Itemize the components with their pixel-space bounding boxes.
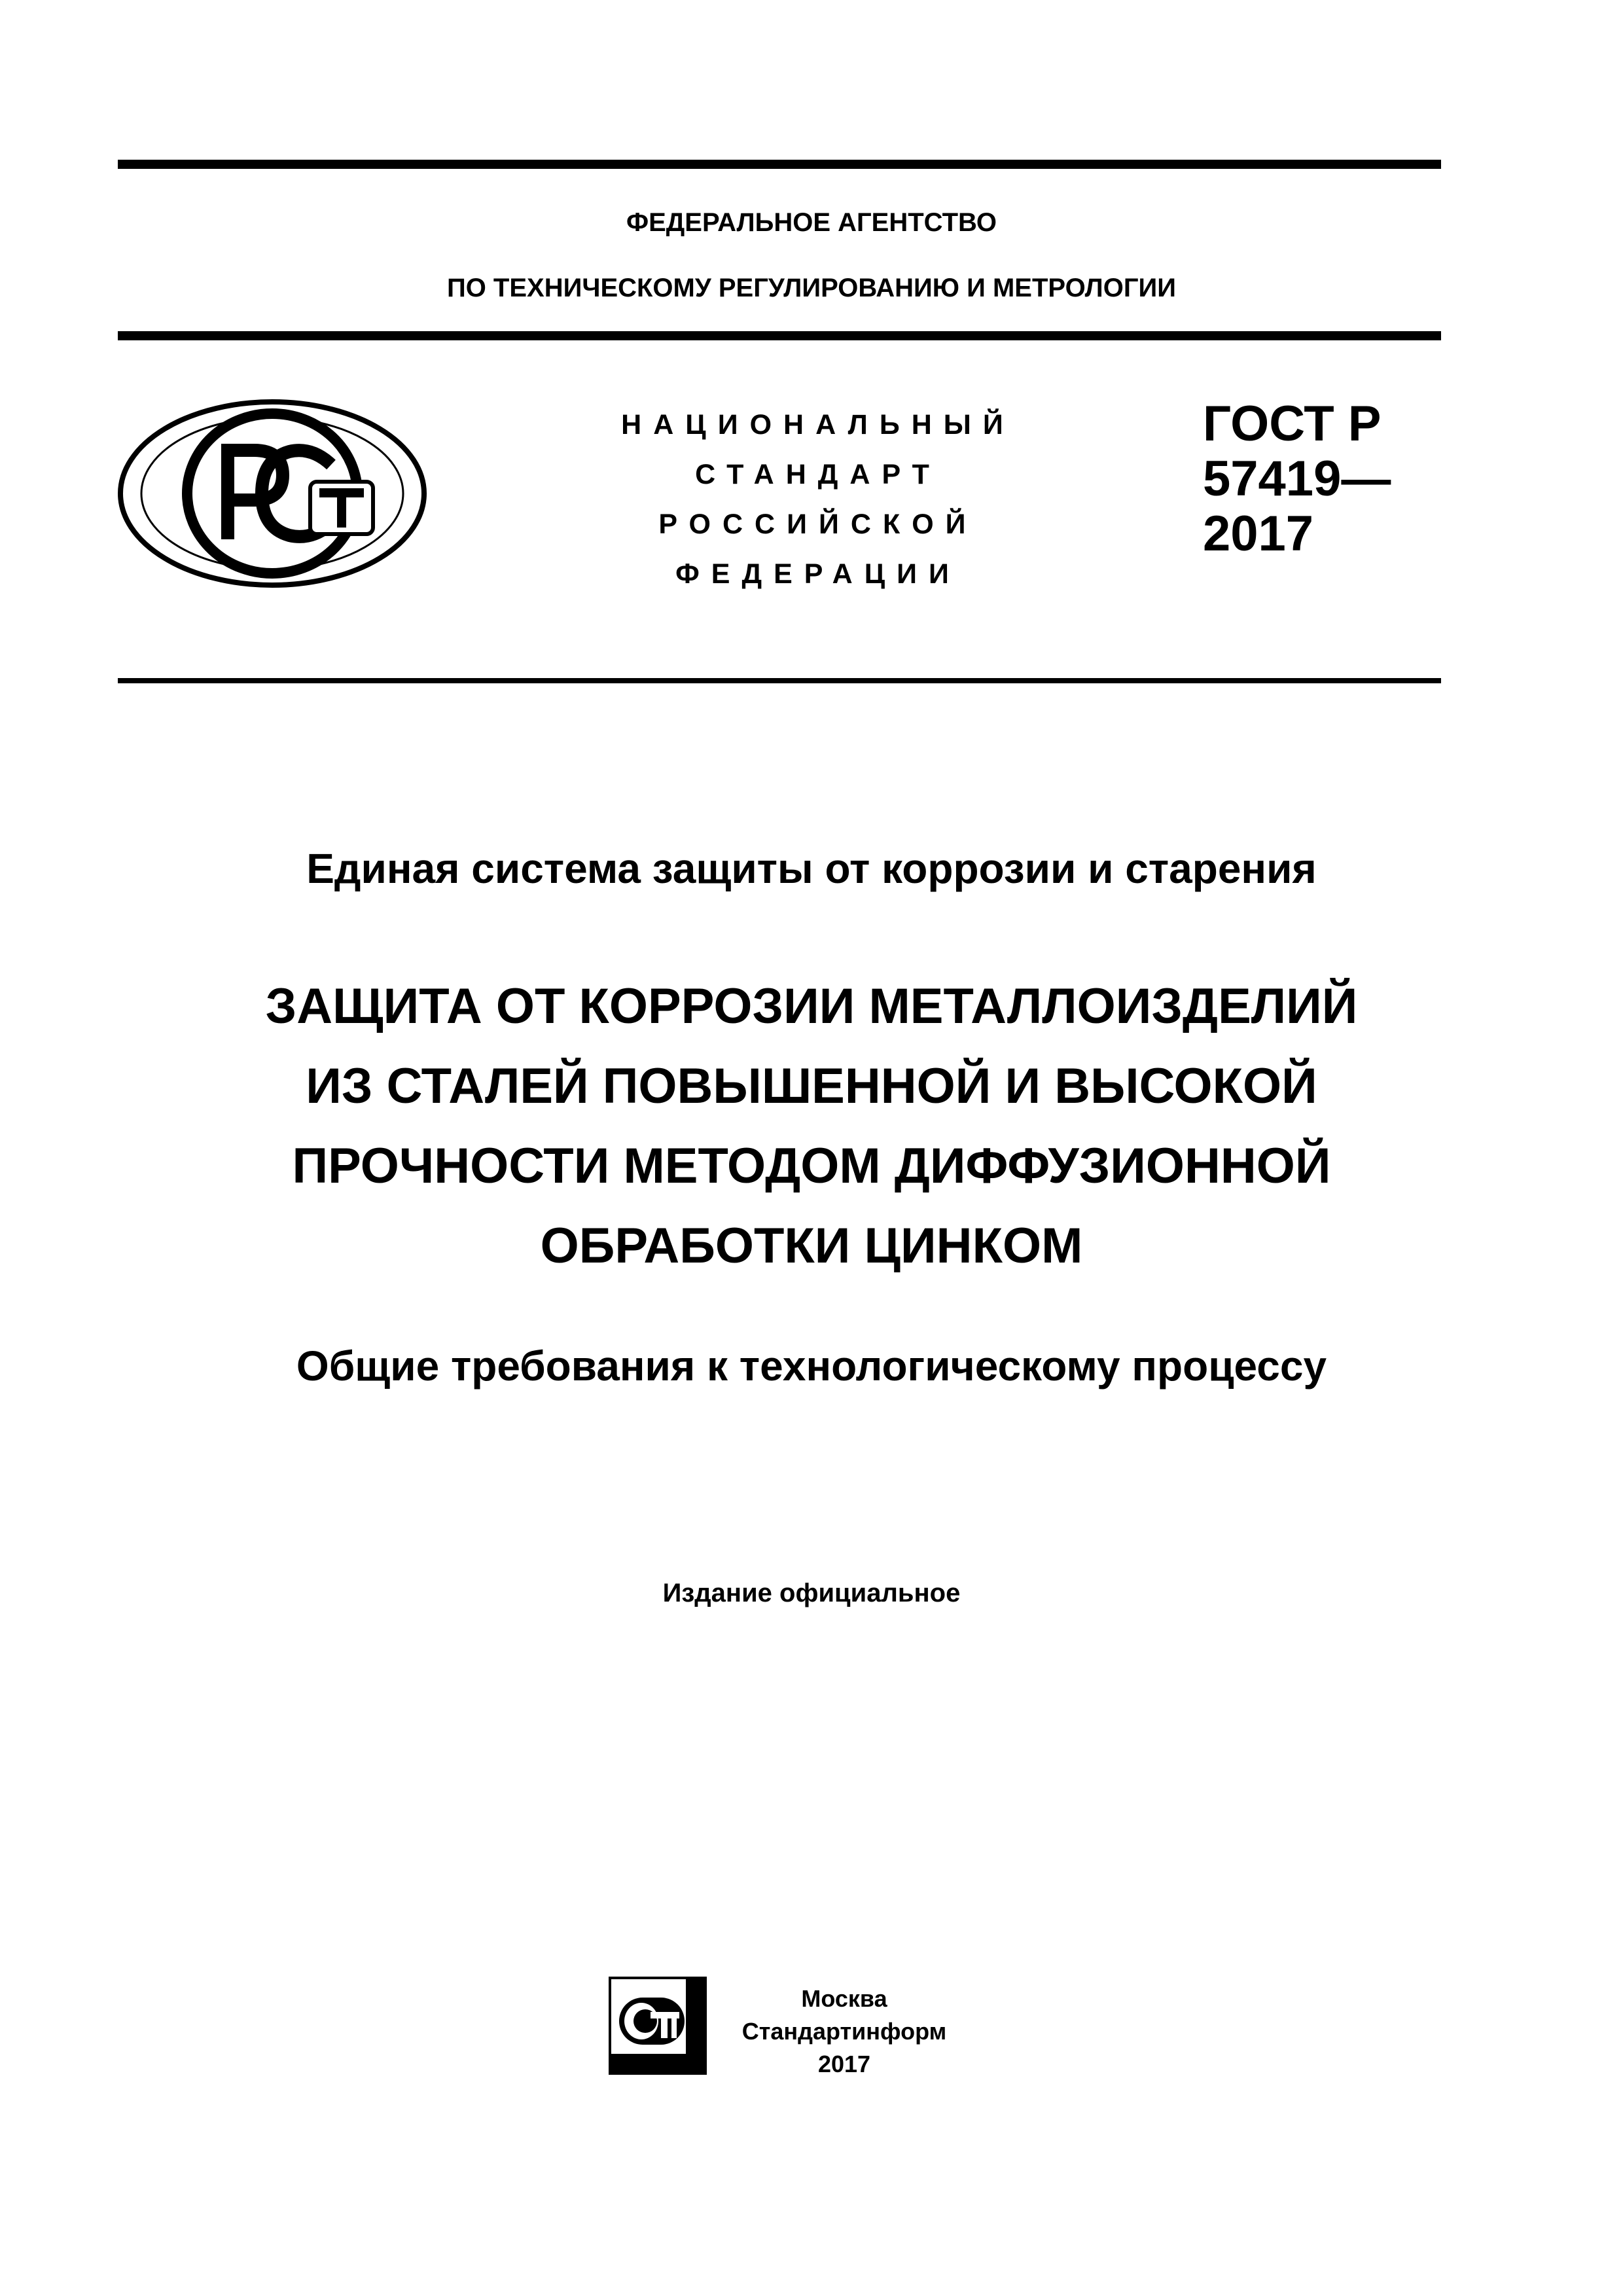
gost-designation-line-3: 2017 <box>1203 506 1314 562</box>
gost-designation-line-2: 57419— <box>1203 451 1391 507</box>
section-rule <box>118 678 1441 683</box>
gost-designation-line-1: ГОСТ Р <box>1203 396 1382 452</box>
edition-label: Издание официальное <box>662 1579 961 1607</box>
national-line-3: РОССИЙСКОЙ <box>658 509 978 540</box>
national-line-2: СТАНДАРТ <box>695 459 941 490</box>
main-title-line-3: ПРОЧНОСТИ МЕТОДОМ ДИФФУЗИОННОЙ <box>292 1138 1331 1194</box>
main-title-line-1: ЗАЩИТА ОТ КОРРОЗИИ МЕТАЛЛОИЗДЕЛИЙ <box>265 978 1358 1034</box>
publisher-name: Стандартинформ <box>741 2018 947 2045</box>
national-line-1: НАЦИОНАЛЬНЫЙ <box>621 409 1015 440</box>
publisher-city: Москва <box>801 1985 887 2012</box>
agency-line-1: ФЕДЕРАЛЬНОЕ АГЕНТСТВО <box>626 208 997 237</box>
publisher-year: 2017 <box>817 2051 871 2077</box>
top-rule <box>118 160 1441 169</box>
header-rule <box>118 331 1441 340</box>
main-title-line-4: ОБРАБОТКИ ЦИНКОМ <box>540 1218 1083 1274</box>
standartinform-logo <box>609 1977 707 2075</box>
document-subtitle: Общие требования к технологическому процессу <box>296 1342 1327 1390</box>
agency-line-2: ПО ТЕХНИЧЕСКОМУ РЕГУЛИРОВАНИЮ И МЕТРОЛОГИИ <box>446 274 1177 302</box>
national-line-4: ФЕДЕРАЦИИ <box>675 558 961 590</box>
series-title: Единая система защиты от коррозии и старения <box>306 845 1317 892</box>
rst-logo-graphic <box>115 397 429 590</box>
main-title-line-2: ИЗ СТАЛЕЙ ПОВЫШЕННОЙ И ВЫСОКОЙ <box>306 1058 1317 1114</box>
rst-logo <box>115 397 429 590</box>
standartinform-logo-graphic <box>609 1977 707 2075</box>
